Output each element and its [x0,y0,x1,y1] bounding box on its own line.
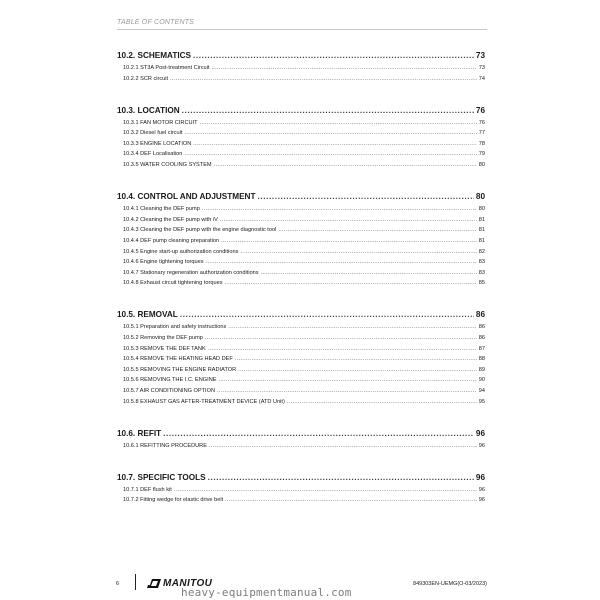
manitou-logo-icon [147,579,161,588]
dot-leader [218,375,476,386]
toc-entry-title: 10.5.2 Removing the DEF pump [123,335,203,341]
toc-entry[interactable] [117,268,485,279]
dot-leader [202,204,477,215]
toc-entry-title: 10.4.1 Cleaning the DEF pump [123,206,200,213]
toc-entry[interactable] [117,386,485,397]
dot-leader [211,63,476,74]
toc-section [117,470,485,506]
dot-leader [240,247,476,258]
toc-entry[interactable] [117,375,485,386]
dot-leader [193,139,476,150]
dot-leader [208,344,477,355]
toc-section [117,103,485,171]
toc-section [117,48,485,84]
dot-leader [235,354,477,365]
toc-entry-page: 80 [478,206,485,213]
toc-entry-page: 78 [478,140,485,147]
dot-leader [206,257,477,268]
dot-leader [257,189,473,204]
dot-leader [209,441,477,452]
toc-entry-page: 86 [478,335,485,341]
toc-section-heading-page: 76 [475,105,485,115]
toc-section [117,426,485,452]
page-header-title: TABLE OF CONTENTS [117,19,195,26]
toc-entry-title: 10.4.6 Engine tightening torques [123,259,204,266]
toc-entry[interactable] [117,118,485,129]
toc-entry-page: 96 [478,442,485,449]
toc-entry-page: 96 [478,486,485,493]
toc-entry-title: 10.5.3 REMOVE THE DEF TANK [123,345,206,352]
dot-leader [193,48,474,63]
dot-leader [261,268,477,279]
toc-entry-page: 82 [478,248,485,255]
toc-entry-title: 10.5.5 REMOVING THE ENGINE RADIATOR [123,366,237,373]
toc-entry[interactable] [117,333,485,344]
dot-leader [208,470,474,485]
toc-entry[interactable] [117,257,485,268]
toc-section-heading-title: 10.2. SCHEMATICS [117,51,192,60]
toc-entry-title: 10.4.7 Stationary regeneration authorization conditions [123,269,259,276]
toc-section-heading[interactable] [117,48,485,63]
toc-entry-title: 10.4.2 Cleaning the DEF pump with iV [123,216,218,223]
toc-entry[interactable] [117,74,485,85]
dot-leader [182,103,474,118]
dot-leader [228,322,477,333]
toc-section-heading[interactable] [117,103,485,118]
header-divider [117,29,487,30]
toc-entry[interactable] [117,344,485,355]
toc-entry-page: 79 [478,151,485,158]
toc-entry-page: 87 [478,345,485,352]
toc-entry-title: 10.2.1 ST3A Post-treatment Circuit [123,65,210,71]
toc-entry[interactable] [117,247,485,258]
document-reference: 849303EN-UEMG(O-03/2023) [413,581,487,587]
dot-leader [278,225,476,236]
toc-entry-title: 10.6.1 REFITTING PROCEDURE [123,442,207,449]
toc-entry-title: 10.2.2 SCR circuit [123,75,169,82]
toc-entry[interactable] [117,215,485,226]
toc-section-heading-title: 10.6. REFIT [117,428,162,438]
toc-entry-page: 83 [478,259,485,266]
toc-entry-title: 10.5.6 REMOVING THE I.C. ENGINE [123,377,217,384]
toc-entry-page: 85 [478,280,485,287]
toc-entry-page: 74 [478,75,485,82]
toc-entry[interactable] [117,495,485,506]
toc-entry-page: 83 [478,269,485,276]
toc-entry-title: 10.5.1 Preparation and safety instructions [123,324,227,331]
toc-entry[interactable] [117,236,485,247]
dot-leader [221,236,477,247]
dot-leader [225,495,477,506]
toc-section-heading-page: 86 [475,310,485,320]
toc-entry[interactable] [117,204,485,215]
toc-section-heading-title: 10.3. LOCATION [117,105,180,115]
table-of-contents [117,48,485,524]
toc-entry[interactable] [117,485,485,496]
toc-section-heading-page: 96 [475,428,485,438]
toc-entry[interactable] [117,354,485,365]
toc-entry[interactable] [117,139,485,150]
toc-entry-title: 10.7.1 DEF flush kit [123,486,172,493]
toc-entry-title: 10.5.8 EXHAUST GAS AFTER-TREATMENT DEVICE (ATD Unit) [123,398,285,405]
toc-entry[interactable] [117,365,485,376]
toc-entry-page: 88 [478,356,485,363]
dot-leader [214,160,477,171]
toc-entry-title: 10.3.4 DEF Localisation [123,151,183,158]
dot-leader [163,426,474,441]
dot-leader [170,74,477,85]
toc-entry[interactable] [117,63,485,74]
dot-leader [220,215,477,226]
toc-entry[interactable] [117,278,485,289]
toc-entry-title: 10.7.2 Fitting wedge for elastic drive belt [123,497,224,504]
toc-entry-title: 10.3.5 WATER COOLING SYSTEM [123,162,212,169]
dot-leader [225,278,477,289]
toc-entry-page: 76 [478,119,485,126]
toc-entry-page: 89 [478,366,485,373]
footer-divider [135,574,136,590]
dot-leader [200,118,477,129]
dot-leader [217,386,477,397]
dot-leader [205,333,477,344]
toc-section-heading[interactable] [117,470,485,485]
toc-entry[interactable] [117,128,485,139]
toc-entry[interactable] [117,397,485,408]
dot-leader [184,128,476,139]
toc-entry-title: 10.3.2 Diesel fuel circuit [123,130,183,137]
toc-entry-title: 10.4.8 Exhaust circuit tightening torques [123,280,223,287]
dot-leader [238,365,477,376]
toc-entry-title: 10.4.3 Cleaning the DEF pump with the engine diagnostic tool [123,227,277,234]
toc-entry[interactable] [117,160,485,171]
toc-entry-title: 10.3.3 ENGINE LOCATION [123,140,192,147]
toc-section-heading-page: 73 [475,51,485,60]
toc-section-heading-page: 96 [475,472,485,482]
toc-entry-title: 10.4.4 DEF pump cleaning preparation [123,237,220,244]
toc-section [117,189,485,289]
toc-entry[interactable] [117,441,485,452]
toc-entry-page: 81 [478,216,485,223]
toc-section-heading[interactable] [117,189,485,204]
toc-section-heading-page: 80 [475,192,485,202]
toc-entry-title: 10.4.5 Engine start-up authorization conditions [123,248,239,255]
toc-entry[interactable] [117,149,485,160]
toc-entry-title: 10.5.4 REMOVE THE HEATING HEAD DEF [123,356,233,363]
toc-entry-page: 77 [478,130,485,137]
dot-leader [180,307,474,322]
dot-leader [184,149,476,160]
toc-entry-title: 10.5.7 AIR CONDITIONING OPTION [123,387,216,394]
toc-entry-page: 90 [478,377,485,384]
toc-section-heading[interactable] [117,426,485,441]
toc-section-heading-title: 10.4. CONTROL AND ADJUSTMENT [117,192,256,202]
toc-entry-page: 96 [478,497,485,504]
page-number: 6 [116,581,120,587]
toc-section-heading-title: 10.7. SPECIFIC TOOLS [117,472,206,482]
toc-entry-page: 81 [478,237,485,244]
toc-entry-page: 80 [478,162,485,169]
toc-entry[interactable] [117,225,485,236]
toc-entry-page: 73 [478,65,485,71]
watermark-text: heavy-equipmentmanual.com [181,586,352,599]
dot-leader [287,397,477,408]
toc-entry-page: 94 [478,387,485,394]
toc-entry-page: 81 [478,227,485,234]
toc-entry[interactable] [117,322,485,333]
toc-entry-title: 10.3.1 FAN MOTOR CIRCUIT [123,119,198,126]
toc-section-heading[interactable] [117,307,485,322]
dot-leader [174,485,477,496]
toc-section-heading-title: 10.5. REMOVAL [117,310,178,320]
toc-entry-page: 95 [478,398,485,405]
toc-section [117,307,485,407]
toc-entry-page: 86 [478,324,485,331]
page-footer [0,570,600,600]
manitou-logo-text: MANITOU [163,578,213,589]
